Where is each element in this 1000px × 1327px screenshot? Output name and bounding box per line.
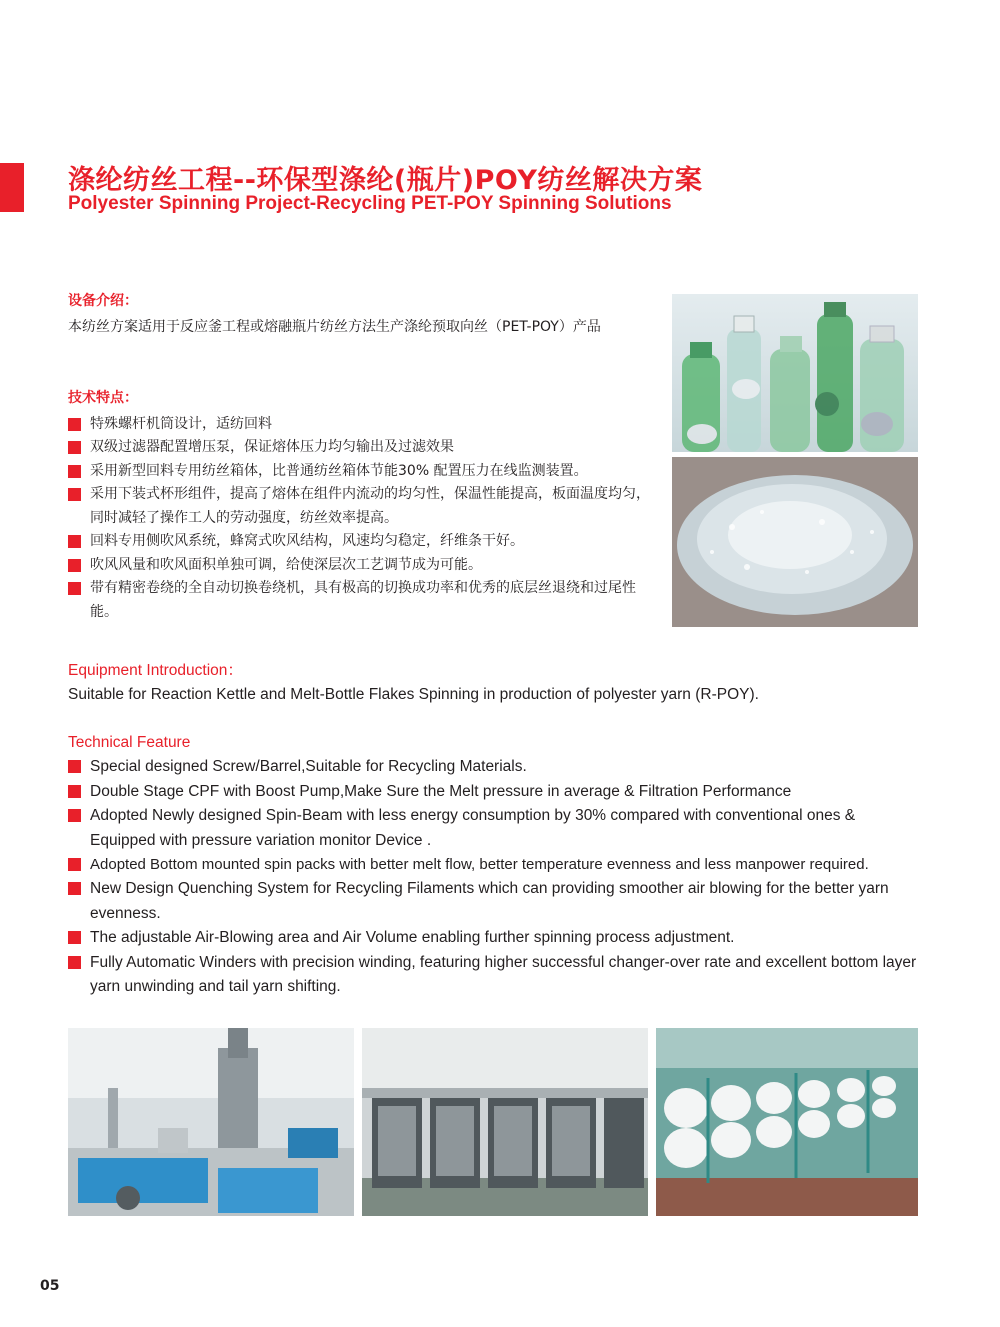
red-square-bullet-icon [68,882,81,895]
photo-yarn-bobbins [656,1028,918,1216]
en-intro-heading: Equipment Introduction： [68,662,243,679]
list-item: 特殊螺杆机筒设计，适纺回料 [68,413,663,437]
cn-intro-text: 本纺丝方案适用于反应釜工程或熔融瓶片纺丝方法生产涤纶预取向丝（PET-POY）产品 [68,318,601,335]
red-square-bullet-icon [68,465,81,478]
page-number: 05 [40,1278,60,1294]
cn-intro-section [68,290,663,339]
photo-spinning-beams [362,1028,648,1216]
list-item: New Design Quenching System for Recycling Filaments which can providing smoother air blowing for the better yarn evenness. [68,877,923,926]
list-item: 双级过滤器配置增压泵，保证熔体压力均匀输出及过滤效果 [68,436,663,460]
red-side-tab [0,163,24,212]
cn-features-section [68,387,663,624]
list-item: 吹风风量和吹风面积单独可调，给使深层次工艺调节成为可能。 [68,554,663,578]
page-title-en: Polyester Spinning Project-Recycling PET-POY Spinning Solutions [68,193,672,214]
red-square-bullet-icon [68,559,81,572]
red-square-bullet-icon [68,785,81,798]
en-features-section [68,731,923,999]
cn-intro-heading: 设备介绍： [68,293,138,309]
list-item: Special designed Screw/Barrel,Suitable for Recycling Materials. [68,755,923,779]
en-features-list [68,755,923,999]
list-item: Fully Automatic Winders with precision winding, featuring higher successful changer-over rate and excellent bottom layer yarn unwinding and tail yarn shifting. [68,951,923,1000]
red-square-bullet-icon [68,582,81,595]
cn-features-heading: 技术特点： [68,390,138,406]
red-square-bullet-icon [68,488,81,501]
en-intro-section [68,659,923,708]
red-square-bullet-icon [68,418,81,431]
en-intro-text: Suitable for Reaction Kettle and Melt-Bottle Flakes Spinning in production of polyester yarn (R-POY). [68,686,759,704]
list-item: Double Stage CPF with Boost Pump,Make Sure the Melt pressure in average & Filtration Performance [68,780,923,804]
cn-features-list [68,413,663,625]
list-item: The adjustable Air-Blowing area and Air Volume enabling further spinning process adjustment. [68,926,923,950]
photo-pet-flakes [672,457,918,627]
list-item: 采用新型回料专用纺丝箱体，比普通纺丝箱体节能30% 配置压力在线监测装置。 [68,460,663,484]
red-square-bullet-icon [68,809,81,822]
red-square-bullet-icon [68,956,81,969]
en-features-heading: Technical Feature [68,734,191,751]
red-square-bullet-icon [68,760,81,773]
photo-pet-bottles [672,294,918,452]
red-square-bullet-icon [68,441,81,454]
red-square-bullet-icon [68,931,81,944]
list-item: Adopted Newly designed Spin-Beam with less energy consumption by 30% compared with conventional ones & Equipped with pressure variation monitor Device . [68,804,923,853]
list-item: 采用下装式杯形组件，提高了熔体在组件内流动的均匀性，保温性能提高，板面温度均匀，同时减轻了操作工人的劳动强度，纺丝效率提高。 [68,483,663,530]
list-item: 带有精密卷绕的全自动切换卷绕机，具有极高的切换成功率和优秀的底层丝退绕和过尾性能。 [68,577,663,624]
list-item: 回料专用侧吹风系统，蜂窝式吹风结构，风速均匀稳定，纤维条干好。 [68,530,663,554]
list-item: Adopted Bottom mounted spin packs with better melt flow, better temperature evenness and less manpower required. [68,853,923,877]
red-square-bullet-icon [68,858,81,871]
red-square-bullet-icon [68,535,81,548]
page-title-cn: 涤纶纺丝工程--环保型涤纶(瓶片)POY纺丝解决方案 [68,165,703,196]
photo-extruder-workshop [68,1028,354,1216]
